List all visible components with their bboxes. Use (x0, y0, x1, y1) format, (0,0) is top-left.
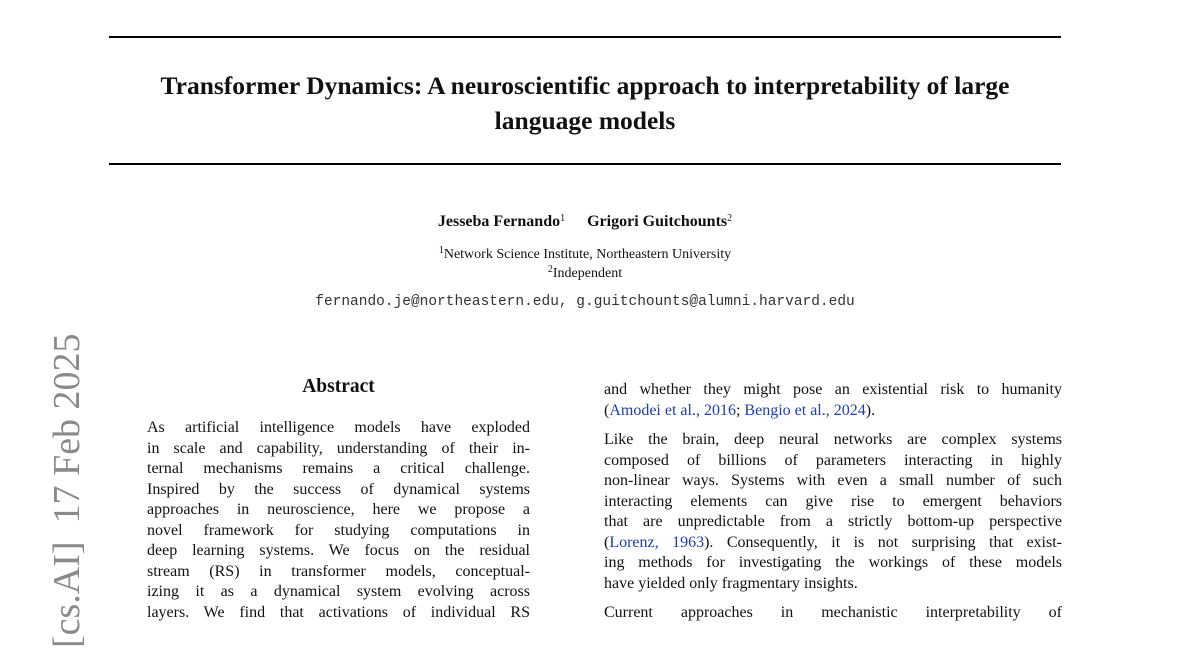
affil-text: Network Science Institute, Northeastern University (443, 247, 732, 262)
abstract-line: Inspired by the success of dynamical systems (147, 480, 530, 498)
author-affil-mark: 1 (560, 213, 566, 224)
body-line: and whether they might pose an existential risk to humanity (604, 381, 1062, 398)
body-line: Like the brain, deep neural networks are complex systems (604, 431, 1062, 448)
author-emails: fernando.je@northeastern.edu, g.guitchounts@alumni.harvard.edu (315, 294, 855, 310)
abstract-line: novel framework for studying computations in (147, 521, 530, 539)
author-list (0, 209, 1170, 232)
body-line: interacting elements can give rise to emergent behaviors (604, 492, 1062, 510)
body-line: have yielded only fragmentary insights. (604, 574, 858, 592)
abstract-line: ternal mechanisms remains a critical challenge. (147, 460, 530, 477)
body-line: (Lorenz, 1963). Consequently, it is not surprising that exist- (604, 533, 1062, 551)
abstract-line: deep learning systems. We focus on the residual (147, 542, 530, 559)
abstract-line: approaches in neuroscience, here we propose a (147, 501, 530, 518)
intro-body (604, 380, 1062, 633)
body-line: non-linear ways. Systems with even a small number of such (604, 472, 1062, 489)
abstract-heading: Abstract (302, 376, 375, 397)
body-line: (Amodei et al., 2016; Bengio et al., 2024). (604, 401, 876, 419)
bottom-rule (109, 163, 1061, 165)
title-line-2: language models (494, 106, 676, 135)
body-line: that are unpredictable from a strictly bottom-up perspective (604, 513, 1062, 530)
affil-text: Independent (552, 266, 623, 281)
intro-paragraph (604, 430, 1062, 594)
abstract-line: stream (RS) in transformer models, conceptual- (147, 562, 530, 580)
affiliation (0, 261, 1170, 283)
affil-mark: 1 (438, 245, 444, 256)
arxiv-date: 17 Feb 2025 (46, 333, 88, 524)
body-line: ing methods for investigating the workings of these models (604, 554, 1062, 571)
abstract-line: izing it as a dynamical system evolving across (147, 583, 530, 600)
paper-title (109, 68, 1061, 138)
body-line: composed of billions of parameters interacting in highly (604, 451, 1062, 469)
abstract-line: layers. We find that activations of individual RS (147, 603, 530, 621)
intro-paragraph (604, 380, 1062, 421)
body-line: Current approaches in mechanistic interpretability of (604, 604, 1062, 621)
author-affil-mark: 2 (727, 213, 733, 224)
affil-mark: 2 (547, 264, 553, 275)
citation-link[interactable]: Lorenz, 1963 (609, 533, 705, 551)
abstract-line: As artificial intelligence models have exploded (147, 419, 530, 436)
author-name: Jesseba Fernando (437, 213, 561, 230)
citation-link[interactable]: Amodei et al., 2016 (609, 401, 736, 419)
top-rule (109, 36, 1061, 38)
author-name: Grigori Guitchounts (587, 213, 728, 230)
arxiv-stamp (48, 333, 86, 648)
abstract-body (147, 418, 530, 623)
citation-link[interactable]: Bengio et al., 2024 (744, 401, 866, 419)
intro-paragraph (604, 603, 1062, 624)
abstract-line: in scale and capability, understanding of their in- (147, 439, 530, 457)
arxiv-category: [cs.AI] (46, 541, 88, 648)
title-line-1: Transformer Dynamics: A neuroscientific approach to interpretability of large (160, 71, 1010, 100)
